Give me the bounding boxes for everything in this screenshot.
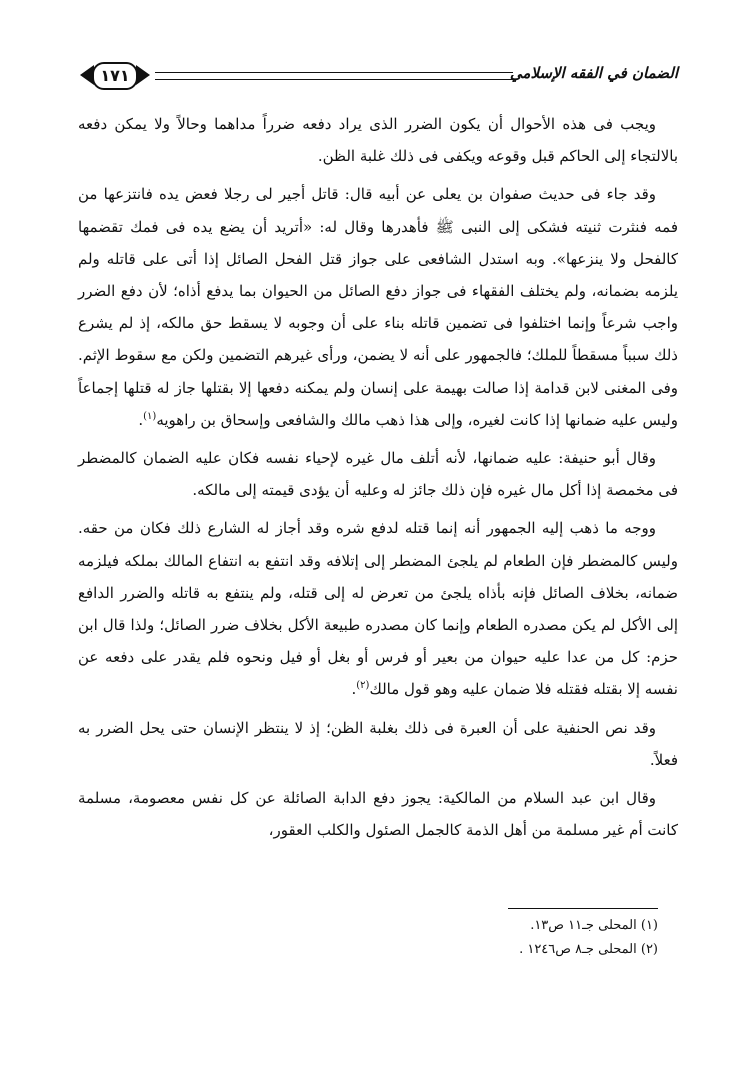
paragraph-5 — [78, 712, 678, 776]
footnote-reference[interactable]: (١) — [143, 410, 157, 422]
paragraph-text: وقد جاء فى حديث صفوان بن يعلى عن أبيه قال: قاتل أجير لى رجلا فعض يده فانتزعها من فمه فنثرت ثنيته فشكى إلى النبى ﷺ فأهدرها وقال له: «أتريد أن يضع يده فى فمك تقضمها كالفحل ولا ينزعها». وبه استدل الشافعى على جواز قتل الفحل الصائل إذا أتى على قاتله ولم يلزمه بضمانه، ولم يختلف الفقهاء فى جواز دفع الصائل من الحيوان بما يدفع أذاه؛ لأن دفع الضرر واجب شرعاً وإنما اختلفوا فى تضمين قاتله بناء على أن وجوبه لا يسقط حق مالكه، إذ لم يشرع ذلك سبباً مسقطاً للملك؛ فالجمهور على أنه لا يضمن، ورأى غيرهم التضمين ولكن مع سقوط الإثم. وفى المغنى لابن قدامة إذا صالت بهيمة على إنسان ولم يمكنه دفعها إلا بقتلها جاز له قتلها إجماعاً وليس عليه ضمانها إذا كانت لغيره، وإلى هذا ذهب مالك والشافعى وإسحاق بن راهويه — [78, 185, 678, 429]
paragraph-1 — [78, 108, 678, 172]
page-header — [70, 60, 678, 94]
page-number-badge — [80, 62, 150, 88]
paragraph-text: وقد نص الحنفية على أن العبرة فى ذلك بغلبة الظن؛ إذ لا ينتظر الإنسان حتى يحل الضرر به فعلاً. — [78, 718, 678, 769]
header-double-rule — [155, 72, 513, 80]
paragraph-tail: . — [351, 680, 357, 699]
paragraph-3 — [78, 442, 678, 506]
paragraph-2 — [78, 178, 678, 436]
footnotes — [58, 914, 658, 962]
paragraph-text: ووجه ما ذهب إليه الجمهور أنه إنما قتله لدفع شره وقد أجاز له الشارع ذلك فكان من حقه. وليس كالمضطر فإن الطعام لم يلجئ المضطر إلى إتلافه وقد انتفع به انتفاع المالك بملكه فيلزمه ضمانه، بخلاف الصائل فإنه بأذاه يلجئ من تعرض له إلى قتله، ولم ينتفع به قاتله والضرر الدافع إلى الأكل لم يكن مصدره الطعام وإنما كان مصدره طبيعة الأكل بخلاف ضرر الصائل؛ ولذا قال ابن حزم: كل من عدا عليه حيوان من بعير أو فرس أو بغل أو فيل ونحوه فلم يقدر على دفعه عن نفسه إلا بقتله فقتله فلا ضمان عليه وهو قول مالك — [78, 519, 678, 699]
paragraph-6 — [78, 782, 678, 846]
footnote-reference[interactable]: (٢) — [356, 680, 370, 692]
paragraph-text: وقال ابن عبد السلام من المالكية: يجوز دفع الدابة الصائلة عن كل نفس معصومة، مسلمة كانت أم غير مسلمة من أهل الذمة كالجمل الصئول والكلب العقور، — [78, 789, 678, 840]
page-number: ١٧١ — [92, 62, 138, 90]
paragraph-tail: . — [138, 410, 144, 429]
footnote-2: (٢) المحلى جـ٨ ص١٢٤٦ . — [519, 942, 658, 957]
footnote-1: (١) المحلى جـ١١ ص١٣. — [530, 918, 658, 933]
paragraph-text: ويجب فى هذه الأحوال أن يكون الضرر الذى يراد دفعه ضرراً مداهما وحالاً ولا يمكن دفعه بالالتجاء إلى الحاكم قبل وقوعه ويكفى فى ذلك غلبة الظن. — [78, 115, 678, 166]
badge-arrow-right-icon — [136, 65, 150, 85]
running-title: الضمان في الفقه الإسلامي — [509, 64, 678, 82]
paragraph-text: وقال أبو حنيفة: عليه ضمانها، لأنه أتلف مال غيره لإحياء نفسه فكان عليه الضمان كالمضطر فى مخمصة إذا أكل مال غيره فإن ذلك جائز له وعليه أن يؤدى قيمته إلى مالكه. — [78, 449, 678, 500]
paragraph-4 — [78, 512, 678, 705]
main-text — [78, 108, 678, 850]
footnote-separator — [508, 908, 658, 909]
